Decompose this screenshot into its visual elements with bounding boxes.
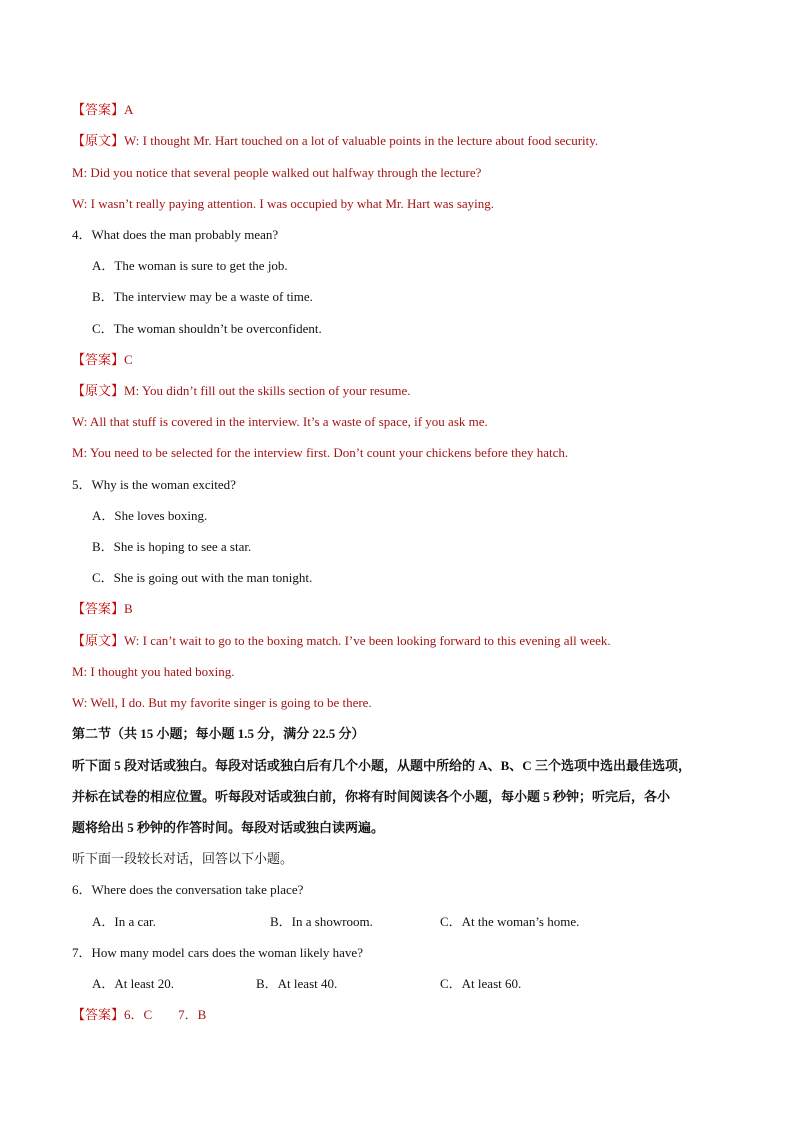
question-4: 4．What does the man probably mean?: [72, 227, 279, 242]
transcript-text: M: You didn’t fill out the skills section of your resume.: [124, 383, 411, 398]
answer-label: 【答案】: [72, 601, 125, 616]
transcript-text: W: I thought Mr. Hart touched on a lot of valuable points in the lecture about food security.: [124, 133, 599, 148]
answer-value: B: [124, 601, 133, 616]
option-4c: C．The woman shouldn’t be overconfident.: [92, 321, 322, 336]
answer-value: C: [124, 352, 133, 367]
option-7c: C．At least 60.: [440, 976, 522, 991]
transcript-line: W: All that stuff is covered in the interview. It’s a waste of space, if you ask me.: [72, 414, 488, 429]
transcript-line: M: You need to be selected for the interview first. Don’t count your chickens before they hatch.: [72, 445, 569, 460]
transcript-line: [72, 632, 611, 650]
question-5: 5．Why is the woman excited?: [72, 477, 236, 492]
option-7a: A．At least 20.: [92, 976, 174, 991]
listening-prompt: 听下面一段较长对话，回答以下小题。: [72, 851, 294, 866]
answer-line-5: [72, 600, 133, 618]
answer-label: 【答案】: [72, 1007, 125, 1022]
option-5b: B．She is hoping to see a star.: [92, 539, 252, 554]
answer-label: 【答案】: [72, 352, 125, 367]
instructions-line: 题将给出 5 秒钟的作答时间。每段对话或独白读两遍。: [72, 820, 385, 835]
original-label: 【原文】: [72, 383, 125, 398]
answer-line-6-7: [72, 1006, 206, 1024]
original-label: 【原文】: [72, 133, 125, 148]
original-label: 【原文】: [72, 633, 125, 648]
transcript-line: [72, 382, 411, 400]
option-6a: A．In a car.: [92, 914, 156, 929]
transcript-text: W: I can’t wait to go to the boxing match. I’ve been looking forward to this evening all week.: [124, 633, 611, 648]
transcript-line: W: I wasn’t really paying attention. I was occupied by what Mr. Hart was saying.: [72, 196, 495, 211]
option-5c: C．She is going out with the man tonight.: [92, 570, 313, 585]
question-7: 7．How many model cars does the woman likely have?: [72, 945, 363, 960]
transcript-line: [72, 132, 598, 150]
answer-value: 6．C 7．B: [124, 1007, 207, 1022]
transcript-line: M: Did you notice that several people walked out halfway through the lecture?: [72, 165, 482, 180]
option-6c: C．At the woman’s home.: [440, 914, 580, 929]
transcript-line: W: Well, I do. But my favorite singer is going to be there.: [72, 695, 372, 710]
option-7b: B．At least 40.: [256, 976, 338, 991]
option-4a: A．The woman is sure to get the job.: [92, 258, 288, 273]
answer-line-3: [72, 101, 133, 119]
option-6b: B．In a showroom.: [270, 914, 373, 929]
question-6: 6．Where does the conversation take place?: [72, 882, 304, 897]
transcript-line: M: I thought you hated boxing.: [72, 664, 235, 679]
option-4b: B．The interview may be a waste of time.: [92, 289, 313, 304]
answer-value: A: [124, 102, 134, 117]
instructions-line: 并标在试卷的相应位置。听每段对话或独白前，你将有时间阅读各个小题，每小题 5 秒钟；听完后，各小: [72, 789, 671, 804]
answer-label: 【答案】: [72, 102, 125, 117]
instructions-line: 听下面 5 段对话或独白。每段对话或独白后有几个小题，从题中所给的 A、B、C 三个选项中选出最佳选项，: [72, 758, 691, 773]
answer-line-4: [72, 351, 133, 369]
option-5a: A．She loves boxing.: [92, 508, 208, 523]
section-heading: 第二节（共 15 小题；每小题 1.5 分，满分 22.5 分）: [72, 726, 365, 741]
